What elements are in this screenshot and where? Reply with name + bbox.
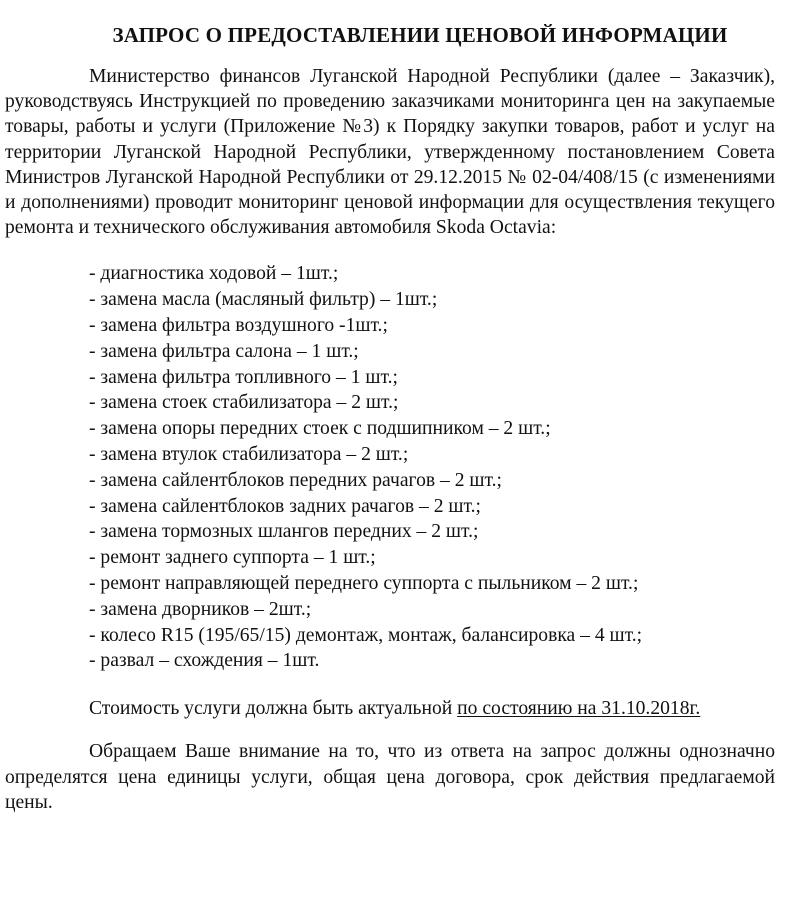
cost-paragraph [5, 696, 775, 721]
notice-paragraph: Обращаем Ваше внимание на то, что из ответа на запрос должны однозначно определятся цена единицы услуги, общая цена договора, срок действия предлагаемой цены. [5, 741, 775, 813]
list-item: - замена стоек стабилизатора – 2 шт.; [89, 392, 399, 414]
list-item: - замена фильтра воздушного -1шт.; [89, 315, 388, 337]
list-item: - замена тормозных шлангов передних – 2 шт.; [89, 521, 479, 543]
intro-paragraph: Министерство финансов Луганской Народной Республики (далее – Заказчик), руководствуясь Инструкцией по проведению заказчиками мониторинга цен на закупаемые товары, работы и услуги (Приложение №3) к Порядку закупки товаров, работ и услуг на территории Луганской Народной Республики, утвержденному постановлением Совета Министров Луганской Народной Республики от 29.12.2015 № 02-04/408/15 (с изменениями и дополнениями) проводит мониторинг ценовой информации для осуществления текущего ремонта и технического обслуживания автомобиля Skoda Octavia: [5, 66, 775, 239]
list-item: - диагностика ходовой – 1шт.; [89, 263, 339, 285]
cost-text: Стоимость услуги должна быть актуальной [89, 698, 458, 720]
cost-date-underlined: по состоянию на 31.10.2018г. [457, 698, 701, 720]
list-item: - ремонт направляющей переднего суппорта с пыльником – 2 шт.; [89, 572, 639, 594]
list-item: - замена сайлентблоков передних рачагов – 2 шт.; [89, 469, 502, 491]
list-item: - колесо R15 (195/65/15) демонтаж, монтаж, балансировка – 4 шт.; [89, 624, 643, 646]
list-item: - замена сайлентблоков задних рачагов – 2 шт.; [89, 495, 481, 517]
list-item: - замена втулок стабилизатора – 2 шт.; [89, 444, 409, 465]
list-item: - замена дворников – 2шт.; [89, 598, 312, 620]
list-item: - замена масла (масляный фильтр) – 1шт.; [89, 289, 438, 311]
services-list [5, 261, 775, 674]
list-item: - замена опоры передних стоек с подшипником – 2 шт.; [89, 418, 551, 440]
list-item: - замена фильтра салона – 1 шт.; [89, 340, 359, 362]
list-item: - замена фильтра топливного – 1 шт.; [89, 366, 398, 388]
document-title: ЗАПРОС О ПРЕДОСТАВЛЕНИИ ЦЕНОВОЙ ИНФОРМАЦИИ [112, 23, 728, 47]
list-item: - развал – схождения – 1шт. [89, 650, 320, 672]
list-item: - ремонт заднего суппорта – 1 шт.; [89, 547, 376, 569]
